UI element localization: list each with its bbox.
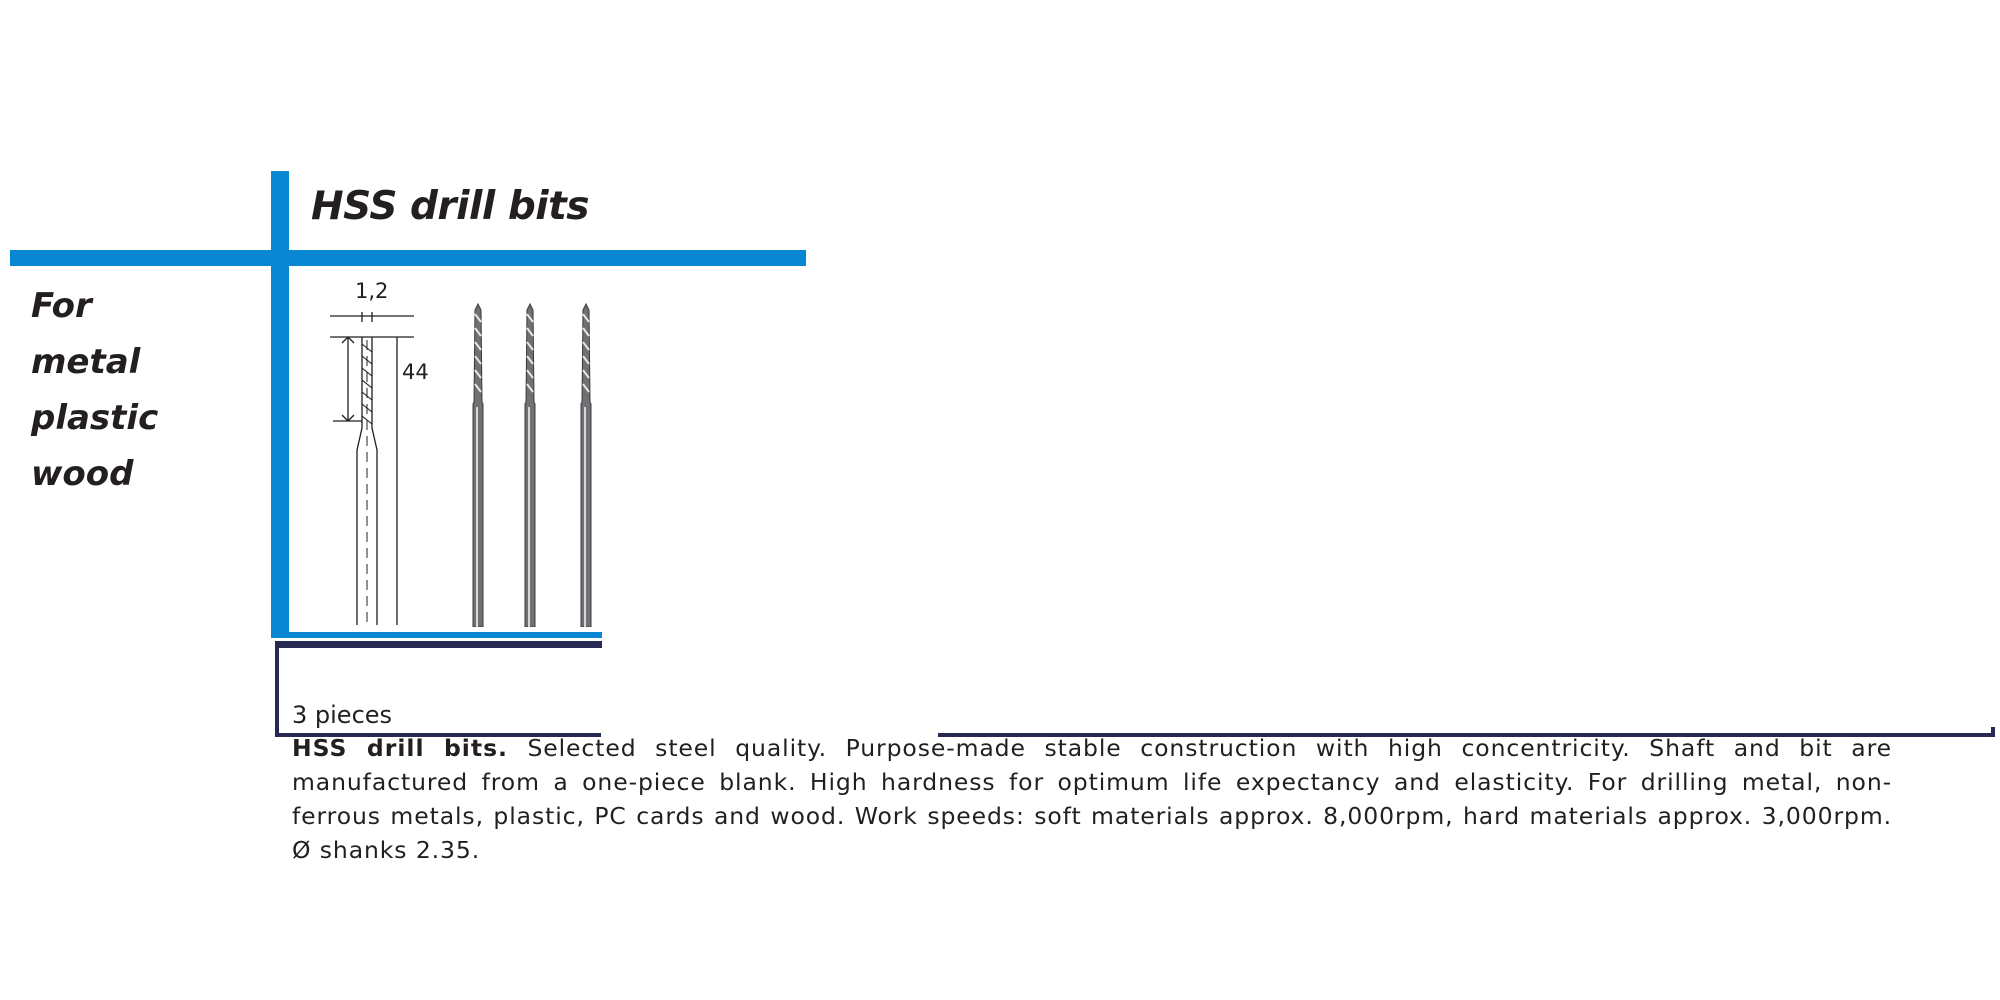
description-lead: HSS drill bits. [292,734,528,762]
diameter-label: 1,2 [355,279,389,303]
frame-left-line [275,641,279,737]
product-description [292,731,1892,867]
length-label: 44 [402,360,429,384]
description-body: Selected steel quality. Purpose-made stable construction with high concentricity. Shaft and bit are manufactured from a one-piece blank. High hardness for optimum life expectancy and elasticity. For drilling metal, non-ferrous metals, plastic, PC cards and wood. Work speeds: soft materials approx. 8,000rpm, hard materials approx. 3,000rpm. Ø shanks 2.35. [292,734,1892,864]
quantity-label: 3 pieces [292,701,393,729]
materials-line-metal: metal [31,342,141,382]
header-bar [10,250,806,266]
page-title: HSS drill bits [311,184,589,229]
materials-line-for: For [31,286,92,326]
drill-bit-image-1 [465,302,491,627]
materials-line-wood: wood [31,454,134,494]
drill-bit-technical-drawing [320,300,430,630]
vertical-bar [271,171,289,637]
bottom-bar-blue [271,632,602,638]
materials-line-plastic: plastic [31,398,159,438]
drill-bit-image-2 [517,302,543,627]
bottom-bar-navy [276,641,602,648]
drill-bit-image-3 [573,302,599,627]
materials-list [31,278,158,502]
frame-right-tick [1991,727,1995,737]
